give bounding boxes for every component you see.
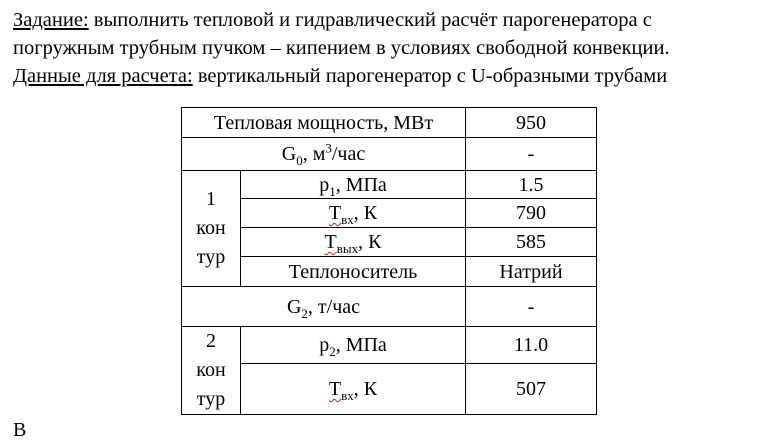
g0-unit: , м bbox=[302, 143, 326, 165]
p2-unit: , МПа bbox=[335, 334, 387, 357]
t-in-2-label bbox=[241, 364, 466, 415]
task-paragraph bbox=[13, 6, 775, 90]
loop-2-label bbox=[182, 327, 241, 415]
table-row-g2 bbox=[182, 287, 597, 327]
data-text: вертикальный парогенератор с U-образными трубами bbox=[192, 65, 668, 87]
t-in-1-symbol-group bbox=[328, 202, 354, 227]
p1-symbol: p bbox=[319, 173, 330, 196]
g0-superscript: 3 bbox=[325, 140, 332, 156]
task-label: Задание: bbox=[13, 9, 89, 31]
data-line bbox=[13, 62, 775, 90]
table-row-coolant bbox=[182, 257, 597, 287]
heat-power-label: Тепловая мощность, МВт bbox=[182, 108, 466, 138]
loop-1-label bbox=[182, 171, 241, 287]
g0-symbol: G bbox=[281, 143, 297, 165]
t-in-2-unit: , К bbox=[353, 378, 378, 401]
g2-unit: , т/час bbox=[307, 295, 361, 318]
table-row-t-in-1 bbox=[182, 199, 597, 228]
g0-subscript: 0 bbox=[296, 153, 303, 168]
t-out-1-value: 585 bbox=[466, 228, 597, 257]
p2-value: 11.0 bbox=[466, 327, 597, 364]
p2-subscript: 2 bbox=[329, 344, 336, 360]
g2-label bbox=[182, 287, 466, 327]
task-text-2: погружным трубным пучком – кипением в условиях свободной конвекции. bbox=[13, 37, 670, 59]
t-in-2-symbol-group bbox=[328, 378, 354, 404]
data-label: Данные для расчета: bbox=[13, 65, 193, 87]
t-in-1-subscript: вх bbox=[341, 212, 354, 227]
g2-symbol: G bbox=[286, 295, 302, 318]
task-text-1: выполнить тепловой и гидравлический расчёт парогенератора с bbox=[88, 9, 652, 31]
table-row-t-out-1 bbox=[182, 228, 597, 257]
t-out-1-subscript: вых bbox=[336, 241, 359, 256]
loop-2-line-1: 2 bbox=[206, 330, 216, 352]
p1-subscript: 1 bbox=[329, 183, 336, 199]
t-in-1-symbol: T bbox=[328, 202, 342, 224]
t-out-1-label bbox=[241, 228, 466, 257]
g2-value: - bbox=[466, 287, 597, 327]
t-in-1-value: 790 bbox=[466, 199, 597, 228]
t-in-2-value: 507 bbox=[466, 364, 597, 415]
t-in-2-symbol: T bbox=[328, 378, 342, 401]
coolant-value: Натрий bbox=[466, 257, 597, 287]
parameters-table bbox=[181, 107, 597, 415]
g0-label bbox=[182, 138, 466, 171]
loop-1-line-2: кон bbox=[196, 217, 226, 239]
t-in-1-unit: , К bbox=[353, 202, 378, 224]
trailing-text: В bbox=[13, 419, 27, 441]
g2-subscript: 2 bbox=[301, 305, 308, 321]
table-row-heat-power bbox=[182, 108, 597, 138]
t-in-2-subscript: вх bbox=[341, 388, 354, 404]
loop-2-line-3: тур bbox=[196, 388, 226, 410]
task-line-1 bbox=[13, 6, 775, 34]
table-row-p1 bbox=[182, 171, 597, 199]
p1-unit: , МПа bbox=[335, 173, 387, 196]
table-row-t-in-2 bbox=[182, 364, 597, 415]
loop-1-line-3: тур bbox=[196, 246, 226, 268]
p1-label bbox=[241, 171, 466, 199]
p2-label bbox=[241, 327, 466, 364]
t-in-1-label bbox=[241, 199, 466, 228]
p1-value: 1.5 bbox=[466, 171, 597, 199]
task-line-2 bbox=[13, 34, 775, 62]
t-out-1-unit: , К bbox=[358, 231, 382, 253]
t-out-1-symbol-group bbox=[324, 231, 359, 256]
loop-2-line-2: кон bbox=[196, 359, 226, 381]
coolant-label: Теплоноситель bbox=[241, 257, 466, 287]
t-out-1-symbol: T bbox=[324, 231, 337, 253]
g0-value: - bbox=[466, 138, 597, 171]
table-row-g0 bbox=[182, 138, 597, 171]
p2-symbol: p bbox=[319, 334, 330, 357]
table-row-p2 bbox=[182, 327, 597, 364]
g0-unit-tail: /час bbox=[331, 143, 366, 165]
loop-1-line-1: 1 bbox=[206, 188, 216, 210]
heat-power-value: 950 bbox=[466, 108, 597, 138]
